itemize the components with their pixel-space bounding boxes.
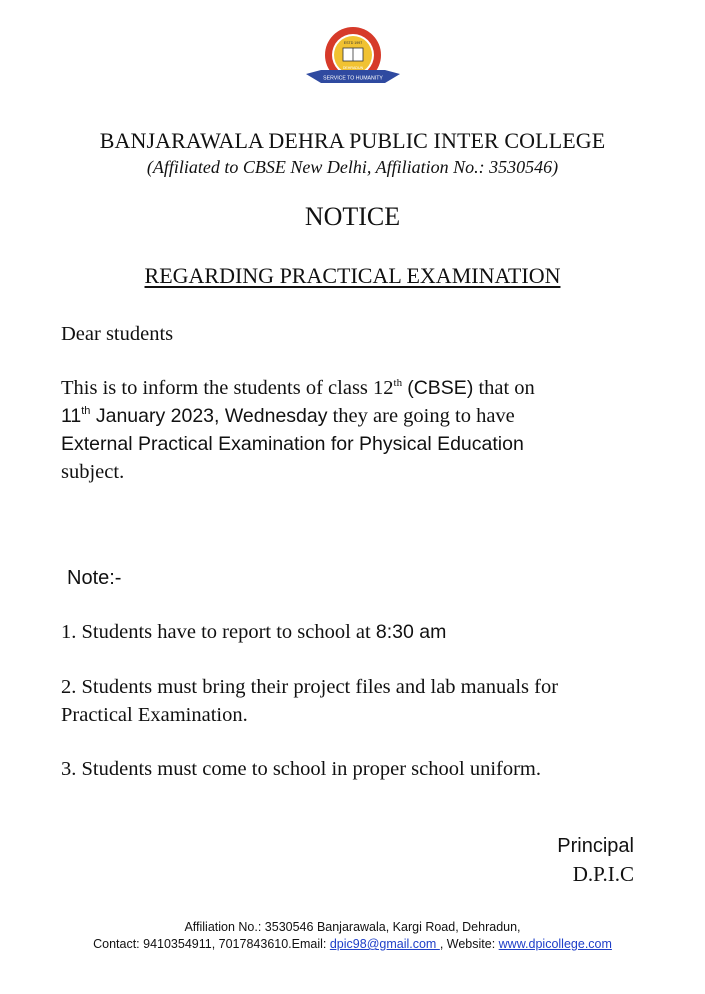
email-link[interactable]: dpic98@gmail.com (329, 937, 440, 951)
note-item-2-line-1: 2. Students must bring their project files and lab manuals for (61, 676, 559, 698)
svg-text:ESTD 1997: ESTD 1997 (343, 41, 363, 45)
report-time: 8:30 am (375, 621, 447, 643)
svg-text:DEHRADUN: DEHRADUN (342, 66, 364, 70)
body-line-2: 11th January 2023, Wednesday they are going to have (61, 405, 515, 427)
signature-org: D.P.I.C (572, 862, 634, 886)
footer-contact: Contact: 9410354911, 7017843610.Email: dpic98@gmail.com , Website: www.dpicollege.com (93, 937, 612, 951)
subject-heading: REGARDING PRACTICAL EXAMINATION (144, 263, 561, 288)
school-logo (303, 26, 403, 96)
note-item-3: 3. Students must come to school in proper school uniform. (61, 758, 541, 780)
body-line-4: subject. (61, 461, 125, 483)
school-name: BANJARAWALA DEHRA PUBLIC INTER COLLEGE (99, 128, 606, 153)
note-item-2-line-2: Practical Examination. (61, 704, 248, 726)
affiliation-line: (Affiliated to CBSE New Delhi, Affiliation No.: 3530546) (146, 157, 559, 177)
salutation: Dear students (61, 323, 174, 345)
body-line-1: This is to inform the students of class 12th (CBSE) that on (61, 377, 535, 399)
notice-title: NOTICE (304, 202, 401, 231)
exam-name: External Practical Examination for Physical Education (61, 433, 524, 455)
svg-text:SERVICE TO HUMANITY: SERVICE TO HUMANITY (323, 75, 383, 82)
signature-title: Principal (557, 835, 634, 857)
website-link[interactable]: www.dpicollege.com (498, 937, 612, 951)
note-heading: Note:- (67, 567, 122, 589)
note-item-1: 1. Students have to report to school at 8:30 am (61, 621, 447, 643)
exam-date: 11th January 2023, Wednesday (61, 405, 328, 427)
board-name: (CBSE) (407, 377, 474, 399)
footer-address: Affiliation No.: 3530546 Banjarawala, Kargi Road, Dehradun, (184, 920, 521, 934)
